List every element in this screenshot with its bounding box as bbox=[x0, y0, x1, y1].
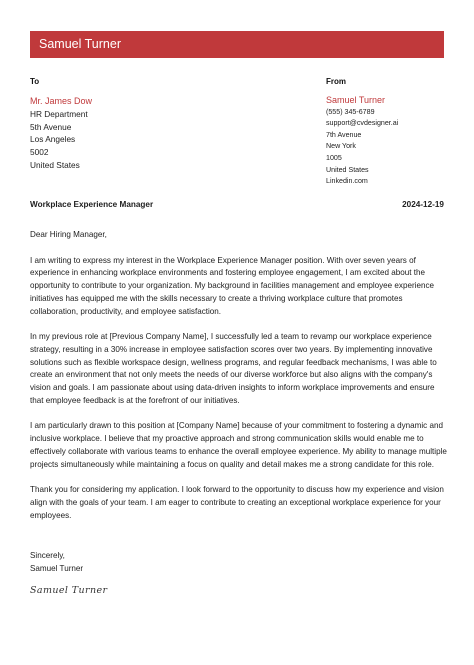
recipient-line: Los Angeles bbox=[30, 134, 76, 145]
signature: Samuel Turner bbox=[30, 585, 108, 596]
sender-email: support@cvdesigner.ai bbox=[326, 119, 399, 128]
closing-name: Samuel Turner bbox=[30, 563, 84, 573]
sender-phone: (555) 345-6789 bbox=[326, 107, 375, 116]
subject-title: Workplace Experience Manager bbox=[30, 200, 154, 209]
recipient-name: Mr. James Dow bbox=[30, 96, 93, 106]
sender-line: New York bbox=[326, 142, 356, 151]
recipient-line: 5th Avenue bbox=[30, 121, 72, 132]
sender-label: From bbox=[326, 77, 346, 86]
paragraph: I am particularly drawn to this position at [Company Name] because of your commitment to fostering a dynamic and inclusive workplace. I believe that my proactive approach and strong communication skills would enable me to effectively collaborate with various teams to enhance the overall employee experience. My ability to manage multiple projects simultaneously while maintaining a focus on quality and detail makes me a strong candidate for this role. bbox=[30, 421, 447, 469]
header-name: Samuel Turner bbox=[39, 37, 121, 51]
recipient-line: 5002 bbox=[30, 147, 49, 158]
letter-body bbox=[30, 229, 448, 535]
greeting: Dear Hiring Manager, bbox=[30, 230, 107, 239]
sender-line: 1005 bbox=[326, 153, 342, 162]
sender-line: United States bbox=[326, 165, 369, 174]
closing-block bbox=[30, 550, 83, 576]
sender-line: 7th Avenue bbox=[326, 130, 362, 139]
sender-name: Samuel Turner bbox=[326, 95, 386, 105]
recipient-line: HR Department bbox=[30, 108, 88, 119]
recipient-block bbox=[30, 95, 92, 172]
paragraph: In my previous role at [Previous Company Name], I successfully led a team to revamp our workplace experience strategy, resulting in a 30% increase in employee satisfaction scores over two years. By implementing innovative solutions such as flexible workspace design, wellness programs, and regular feedback mechanisms, I was able to create an environment that not only meets the needs of our diverse workforce but also aligns with the company's vision and goals. I am passionate about using data-driven insights to inform workplace improvements and ensure that employee feedback is at the forefront of our initiatives. bbox=[30, 332, 437, 405]
recipient-label: To bbox=[30, 77, 40, 86]
sender-block bbox=[326, 95, 398, 188]
header-band bbox=[30, 31, 444, 58]
paragraph: Thank you for considering my application. I look forward to the opportunity to discuss how my experience and vision align with the goals of your team. I am eager to contribute to creating an exceptional workplace experience for your employees. bbox=[30, 485, 444, 520]
sender-linkedin: Linkedin.com bbox=[326, 177, 368, 186]
paragraph: I am writing to express my interest in the Workplace Experience Manager position. With over seven years of experience in enhancing workplace environments and fostering employee engagement, I am excited about the opportunity to contribute to your organization. My background in facilities management and employee experience initiatives has equipped me with the skills necessary to create a thriving workplace culture that promotes collaboration, productivity, and employee satisfaction. bbox=[30, 255, 435, 316]
closing: Sincerely, bbox=[30, 551, 65, 560]
recipient-line: United States bbox=[30, 159, 80, 170]
letter-date: 2024-12-19 bbox=[402, 200, 444, 209]
